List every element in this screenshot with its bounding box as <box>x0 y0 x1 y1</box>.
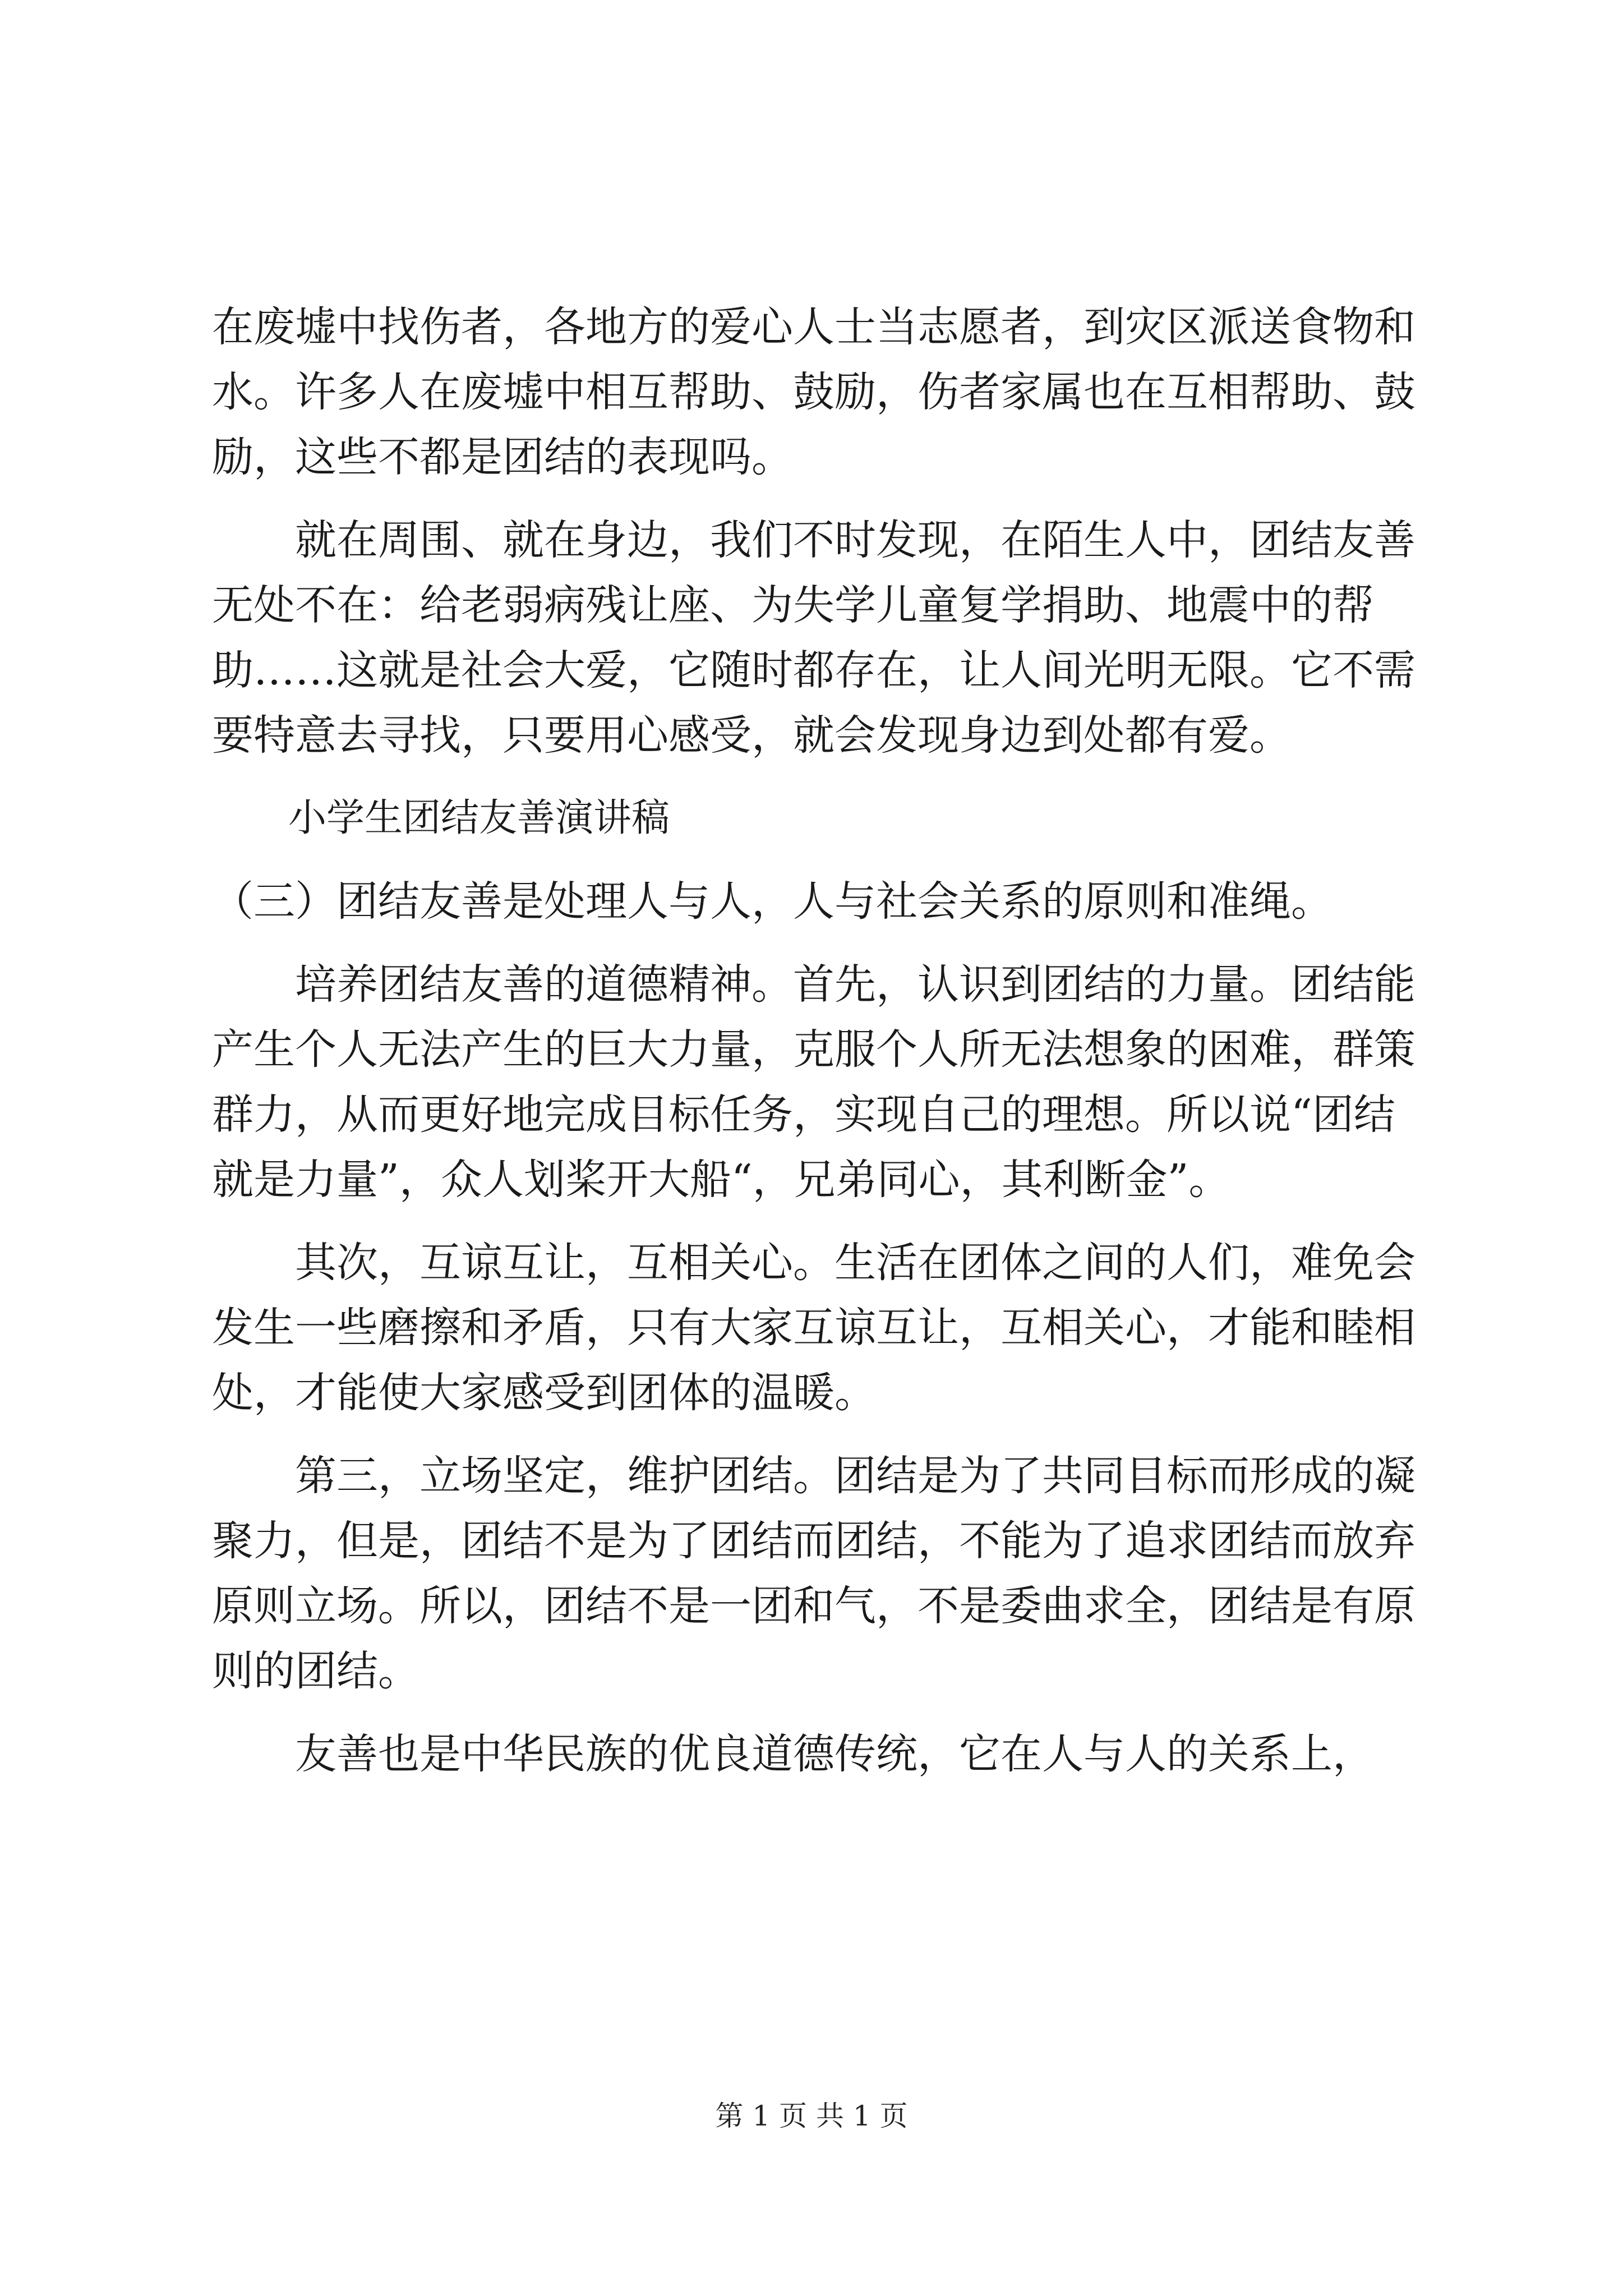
page-number: 第 1 页 共 1 页 <box>715 2100 908 2132</box>
paragraph-principle: （三）团结友善是处理人与人，人与社会关系的原则和准绳。 <box>212 877 1332 926</box>
paragraph-friendliness-tradition: 友善也是中华民族的优良道德传统，它在人与人的关系上， <box>295 1730 1374 1778</box>
paragraph-second-point: 其次，互谅互让，互相关心。生活在团体之间的人们，难免会发生一些磨擦和矛盾，只有大家互谅互让，互相关心，才能和睦相处，才能使大家感受到团体的温暖。 <box>212 1239 1415 1417</box>
section-title: 小学生团结友善演讲稿 <box>288 796 670 840</box>
paragraph-disaster-relief: 在废墟中找伤者，各地方的爱心人士当志愿者，到灾区派送食物和水。许多人在废墟中相互帮助、鼓励，伤者家属也在互相帮助、鼓励，这些不都是团结的表现吗。 <box>212 303 1415 481</box>
paragraph-third-point: 第三，立场坚定，维护团结。团结是为了共同目标而形成的凝聚力，但是，团结不是为了团结而团结，不能为了追求团结而放弃原则立场。所以，团结不是一团和气，不是委曲求全，团结是有原则的团结。 <box>212 1452 1415 1695</box>
paragraph-first-point: 培养团结友善的道德精神。首先，认识到团结的力量。团结能产生个人无法产生的巨大力量，克服个人所无法想象的困难，群策群力，从而更好地完成目标任务，实现自己的理想。所以说“团结就是力量”，众人划桨开大船“，兄弟同心，其利断金”。 <box>212 960 1415 1204</box>
page-footer <box>0 2099 1623 2133</box>
paragraph-kindness-everywhere: 就在周围、就在身边，我们不时发现，在陌生人中，团结友善无处不在：给老弱病残让座、为失学儿童复学捐助、地震中的帮助……这就是社会大爱，它随时都存在，让人间光明无限。它不需要特意去寻找，只要用心感受，就会发现身边到处都有爱。 <box>212 516 1415 760</box>
document-body <box>212 295 1418 1787</box>
